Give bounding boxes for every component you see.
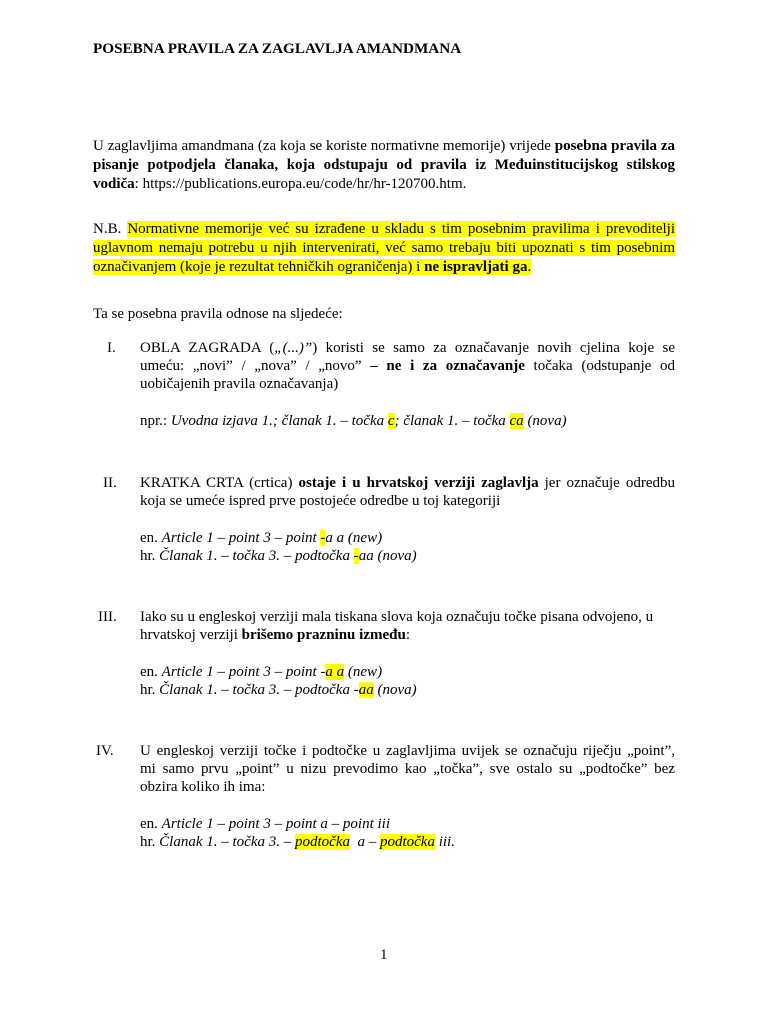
example-line xyxy=(140,412,675,430)
nb-paragraph xyxy=(93,220,675,277)
text: ) koristi se samo za označavanje novih cjelina koje se xyxy=(312,340,675,356)
italic-text: Article 1 – point 3 – point - xyxy=(161,664,326,680)
italic-text: (new) xyxy=(344,664,383,680)
list-item xyxy=(140,474,675,565)
italic-text: Article 1 – point 3 – point xyxy=(161,530,321,546)
list-item xyxy=(140,742,675,851)
intro-paragraph xyxy=(93,137,675,194)
bold-text: brišemo prazninu između xyxy=(241,627,406,643)
text: hr. xyxy=(140,548,160,564)
bold-text: ostaje i u hrvatskoj verziji zaglavlja xyxy=(298,475,539,491)
item-line xyxy=(140,339,675,357)
intro-bold-text: posebna pravila za pisanje potpodjela članaka, koja odstupaju od pravila iz Međuinstitucijskog stilskog vodiča xyxy=(93,138,675,192)
italic-text: iii. xyxy=(434,834,455,850)
item-line xyxy=(140,626,675,644)
example-en-line xyxy=(140,529,675,547)
bold-text: – ne i za označavanje xyxy=(370,358,525,374)
item-number: III. xyxy=(98,609,117,625)
text: en. xyxy=(140,664,162,680)
italic-text: a – xyxy=(349,834,380,850)
italic-text: aa (nova) xyxy=(358,548,417,564)
text: npr.: xyxy=(140,413,171,429)
text: : xyxy=(405,627,410,643)
highlighted-text: ca xyxy=(509,413,524,429)
lead-sentence: Ta se posebna pravila odnose na sljedeće: xyxy=(93,306,343,322)
item-number: II. xyxy=(103,475,117,491)
item-line: mi samo prvu „point” u nizu prevodimo kao „točka”, sve ostalo su „podtočke” bez xyxy=(140,761,675,777)
italic-text: Članak 1. – točka 3. – podtočka xyxy=(159,548,354,564)
italic-text: a a (new) xyxy=(325,530,383,546)
text: en. xyxy=(140,530,162,546)
example-hr-line xyxy=(140,681,675,699)
highlighted-text: aa xyxy=(358,682,374,698)
nb-highlighted-text: Normativne memorije već su izrađene u skladu s tim posebnim pravilima i prevoditelji uglavnom nemaju potrebu u njih intervenirati, već samo trebaju biti upoznati s tim posebnim označivanjem (koje je rezultat tehničkih ograničenja) i xyxy=(93,221,676,275)
example-hr-line xyxy=(140,833,675,851)
example-en-line xyxy=(140,815,675,833)
nb-end: . xyxy=(527,259,532,275)
text: točaka (odstupanje od xyxy=(524,358,676,374)
item-number: I. xyxy=(107,340,116,356)
item-line: obzira koliko ih ima: xyxy=(140,779,266,795)
italic-text: ; članak 1. – točka xyxy=(394,413,510,429)
italic-text: (nova) xyxy=(523,413,567,429)
italic-text: (nova) xyxy=(373,682,417,698)
italic-text: Uvodna izjava 1.; članak 1. – točka xyxy=(170,413,388,429)
italic-text: „(...)” xyxy=(274,340,313,356)
highlighted-text: - xyxy=(353,548,359,564)
text: jer označuje odredbu xyxy=(538,475,675,491)
example-en-line xyxy=(140,663,675,681)
nb-label: N.B. xyxy=(93,221,128,237)
page-number: 1 xyxy=(380,947,388,963)
item-line xyxy=(140,357,675,375)
list-item xyxy=(140,608,675,699)
italic-text: Članak 1. – točka 3. – xyxy=(159,834,295,850)
highlighted-text: podtočka xyxy=(379,834,435,850)
item-line xyxy=(140,474,675,492)
example-hr-line xyxy=(140,547,675,565)
text: KRATKA CRTA (crtica) xyxy=(140,475,299,491)
highlighted-text: a a xyxy=(325,664,345,680)
text: hrvatskoj verziji xyxy=(140,627,242,643)
highlighted-text: podtočka xyxy=(295,834,350,850)
item-line: koja se umeće ispred prve postojeće odredbe u toj kategoriji xyxy=(140,493,501,509)
highlighted-text: - xyxy=(320,530,326,546)
nb-bold-text: ne ispravljati ga xyxy=(424,259,528,275)
intro-link-text[interactable]: : https://publications.europa.eu/code/hr/hr-120700.htm. xyxy=(134,176,467,192)
text: en. xyxy=(140,816,162,832)
text: hr. xyxy=(140,682,160,698)
highlighted-text: c xyxy=(387,413,395,429)
item-line: U engleskoj verziji točke i podtočke u zaglavljima uvijek se označuju riječju „point”, xyxy=(140,743,675,759)
item-line: Iako su u engleskoj verziji mala tiskana slova koja označuju točke pisana odvojeno, u xyxy=(140,609,654,625)
text: hr. xyxy=(140,834,160,850)
italic-text: Članak 1. – točka 3. – podtočka - xyxy=(159,682,359,698)
italic-text: Article 1 – point 3 – point a – point iii xyxy=(161,816,390,832)
list-item xyxy=(140,339,675,430)
item-line: uobičajenih pravila označavanja) xyxy=(140,376,339,392)
text: umeću: „novi” / „nova” / „novo” xyxy=(140,358,371,374)
document-title: POSEBNA PRAVILA ZA ZAGLAVLJA AMANDMANA xyxy=(93,40,462,57)
intro-text: U zaglavljima amandmana (za koja se koriste normativne memorije) vrijede xyxy=(93,138,555,154)
text: OBLA ZAGRADA ( xyxy=(140,340,275,356)
item-number: IV. xyxy=(96,743,114,759)
